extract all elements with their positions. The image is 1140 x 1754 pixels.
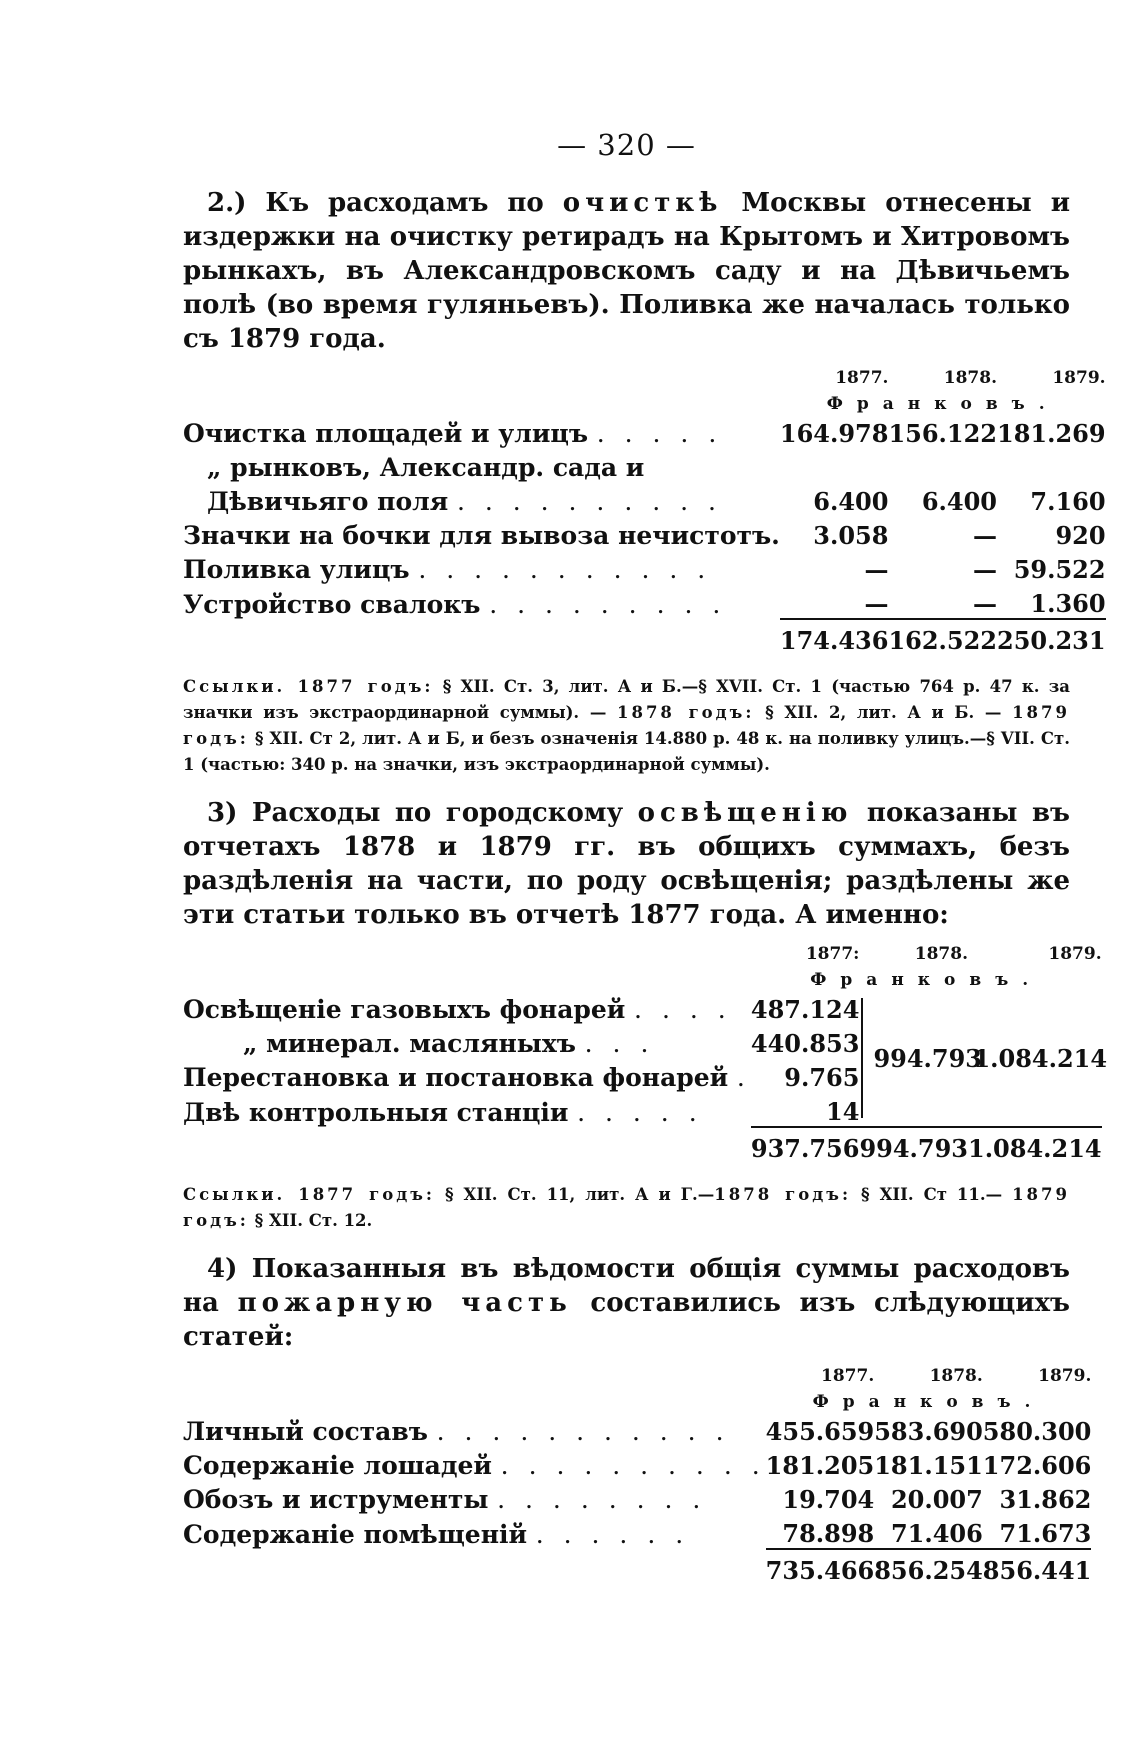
cell-1879: 172.606 — [982, 1451, 1092, 1480]
section-3-references — [183, 1182, 1070, 1234]
francs-header-row — [183, 1386, 1091, 1412]
table-row — [183, 990, 1102, 1024]
leader-dots: . . . . . . — [535, 1520, 690, 1549]
cell-1877: 455.659 — [765, 1417, 875, 1446]
cell-1878: 583.690 — [874, 1417, 983, 1446]
row-label: Содержаніе помѣщеній — [183, 1520, 528, 1549]
text: 1877 годъ: — [298, 1185, 435, 1204]
row-label: Значки на бочки для вывоза нечистотъ. — [183, 521, 780, 550]
section-2-table — [183, 356, 1106, 660]
leader-dots: . . . . . . . . . — [489, 590, 727, 619]
text: составились изъ слѣдующихъ статей: — [183, 1288, 1070, 1352]
text: § XII. Ст. 12. — [248, 1211, 373, 1230]
merged-1879: 1.084.214 — [973, 1043, 1108, 1073]
row-label: Очистка площадей и улицъ — [183, 419, 589, 448]
total-1879: 856.441 — [983, 1549, 1092, 1590]
cell-1877: 78.898 — [782, 1519, 875, 1548]
year-1877: 1877. — [835, 368, 889, 388]
cell-1879: 1.360 — [1030, 589, 1106, 618]
cell-1879: 920 — [1055, 521, 1106, 550]
text: § XII. Ст. 11, лит. А и Г.— — [434, 1185, 715, 1204]
cell-1878: 156.122 — [888, 419, 997, 448]
row-label: Поливка улицъ — [183, 555, 410, 584]
cell-1879: 181.269 — [997, 419, 1106, 448]
cell-1877: 14 — [826, 1097, 860, 1126]
text: 1878 годъ: — [616, 703, 755, 722]
text: 1879 годъ: — [183, 1185, 1071, 1230]
year-1877: 1877. — [821, 1366, 875, 1386]
cell-1877: — — [864, 589, 889, 618]
text: Москвы отнесены и издержки на очистку ретирадъ на Крытомъ и Хитровомъ рынкахъ, въ Александровскомъ саду и на Дѣвичьемъ полѣ (во время гуляньевъ). Поливка же началась только съ 1879 года. — [183, 188, 1070, 354]
year-header-row — [183, 1354, 1091, 1386]
cell-1877: 9.765 — [784, 1063, 860, 1092]
cell-1877: 164.978 — [779, 419, 889, 448]
section-2-paragraph — [183, 186, 1070, 356]
total-row — [183, 1127, 1102, 1168]
cell-1878: 20.007 — [890, 1485, 983, 1514]
row-label: Двѣ контрольныя станціи — [183, 1098, 569, 1127]
text: Ссылки. — [183, 1185, 299, 1204]
cell-1877: 3.058 — [813, 521, 889, 550]
section-3-table — [183, 932, 1108, 1168]
total-1877: 174.436 — [780, 619, 889, 660]
francs-label: Франковъ. — [812, 1392, 1045, 1412]
total-1878: 162.522 — [888, 619, 997, 660]
cell-1877: 6.400 — [813, 487, 889, 516]
total-1877: 937.756 — [751, 1127, 860, 1168]
table-row — [183, 414, 1106, 448]
cell-1878: 71.406 — [890, 1519, 983, 1548]
cell-1878: 6.400 — [921, 487, 997, 516]
table-row — [183, 1514, 1091, 1549]
text: 2.) Къ расходамъ по — [207, 188, 563, 218]
text: 1877 годъ: — [297, 677, 434, 696]
cell-1879: 580.300 — [982, 1417, 1092, 1446]
text: § XII. Ст 11.— — [851, 1185, 1013, 1204]
francs-header-row — [183, 964, 1102, 990]
text: 4) Показанныя въ вѣдомости общія суммы расходовъ на — [183, 1254, 1070, 1318]
row-label: Устройство свалокъ — [183, 590, 481, 619]
leader-dots: . . . — [584, 1029, 655, 1058]
year-header-row — [183, 356, 1106, 388]
cell-1878: — — [973, 521, 997, 550]
total-1878: 856.254 — [874, 1549, 983, 1590]
table-row — [183, 1480, 1091, 1514]
merged-1878: 994.793 — [873, 1043, 982, 1073]
year-1878: 1878. — [943, 368, 997, 388]
row-label: Освѣщеніе газовыхъ фонарей — [183, 995, 626, 1024]
year-1879: 1879. — [1038, 1366, 1092, 1386]
cell-1878: — — [973, 555, 997, 584]
leader-dots: . . . . . . . . — [497, 1485, 707, 1514]
francs-header-row — [183, 388, 1106, 414]
row-label: Перестановка и постановка фонарей — [183, 1063, 729, 1092]
text: § XII. Ст 2, лит. А и Б, и безъ означенія 14.880 р. 48 к. на поливку улицъ.—§ VII. Ст. 1 (частью: 340 р. на значки, изъ экстраординарной суммы). — [183, 729, 1070, 774]
text: 1878 годъ: — [714, 1185, 852, 1204]
leader-dots: . . . . . . . . . . — [500, 1451, 766, 1480]
leader-dots: . . . . . . . . . . — [456, 487, 722, 516]
cell-1878: 181.151 — [874, 1451, 983, 1480]
text: § XII. 2, лит. А и Б. — — [754, 703, 1013, 722]
year-1879: 1879. — [1052, 368, 1106, 388]
year-header-row — [183, 932, 1102, 964]
section-2-references — [183, 674, 1070, 778]
spaced-term: очисткѣ — [562, 188, 723, 218]
spaced-term: пожарную часть — [237, 1288, 572, 1318]
section-4-paragraph — [183, 1252, 1070, 1354]
leader-dots: . . . . — [634, 995, 732, 1024]
francs-label: Франковъ. — [826, 394, 1059, 414]
cell-1877: 440.853 — [750, 1029, 860, 1058]
page-number: — 320 — — [557, 128, 696, 162]
cell-1877: — — [864, 555, 889, 584]
spaced-term: освѣщенію — [637, 798, 853, 828]
row-label: „ минерал. масляныхъ — [243, 1029, 576, 1058]
table-row — [183, 448, 1106, 482]
row-label: Дѣвичьяго поля — [207, 487, 449, 516]
cell-1879: 31.862 — [999, 1485, 1092, 1514]
leader-dots: . . . . . — [577, 1098, 703, 1127]
text: § XII. Ст. 3, лит. А и Б.—§ XVII. Ст. 1 (частью 764 р. 47 к. за значки изъ экстраординарной суммы). — — [183, 677, 1070, 722]
cell-1879: 59.522 — [1013, 555, 1106, 584]
total-1879: 250.231 — [997, 619, 1106, 660]
total-1878: 994.793 — [859, 1127, 968, 1168]
total-row — [183, 619, 1106, 660]
total-1879: 1.084.214 — [968, 1127, 1102, 1168]
cell-1879: 7.160 — [1030, 487, 1106, 516]
table-row — [183, 1446, 1091, 1480]
section-4-table — [183, 1354, 1091, 1590]
total-row — [183, 1549, 1091, 1590]
year-1878: 1878. — [929, 1366, 983, 1386]
table-row — [183, 1412, 1091, 1446]
table-row — [183, 550, 1106, 584]
francs-label: Франковъ. — [810, 970, 1043, 990]
leader-dots: . — [736, 1063, 751, 1092]
table-row — [183, 482, 1106, 516]
leader-dots: . . . . . . . . . . . — [436, 1417, 730, 1446]
total-1877: 735.466 — [766, 1549, 875, 1590]
row-label: Личный составъ — [183, 1417, 428, 1446]
cell-1879: 71.673 — [999, 1519, 1092, 1548]
cell-1877: 181.205 — [765, 1451, 875, 1480]
cell-1877: 487.124 — [750, 995, 860, 1024]
table-row — [183, 516, 1106, 550]
page — [183, 128, 1108, 1590]
cell-1877: 19.704 — [782, 1485, 875, 1514]
table-row — [183, 584, 1106, 619]
cell-1878: — — [973, 589, 997, 618]
text: Ссылки. — [183, 677, 298, 696]
row-label: Обозъ и иструменты — [183, 1485, 489, 1514]
text: 1879 годъ: — [183, 703, 1071, 748]
leader-dots: . . . . . . . . . . . — [418, 555, 712, 584]
text: 3) Расходы по городскому — [207, 798, 638, 828]
text: показаны въ отчетахъ 1878 и 1879 гг. въ общихъ суммахъ, безъ раздѣленія на части, по роду освѣщенія; раздѣлены же эти статьи только въ отчетѣ 1877 года. А именно: — [183, 798, 1070, 930]
year-1878: 1878. — [914, 944, 968, 964]
section-3-paragraph — [183, 796, 1070, 932]
row-label: Содержаніе лошадей — [183, 1451, 492, 1480]
brace — [861, 998, 863, 1118]
leader-dots: . . . . . — [596, 419, 723, 448]
year-1879: 1879. — [1048, 944, 1102, 964]
row-label: „ рынковъ, Александр. сада и — [207, 453, 645, 482]
year-1877: 1877: — [805, 944, 860, 964]
